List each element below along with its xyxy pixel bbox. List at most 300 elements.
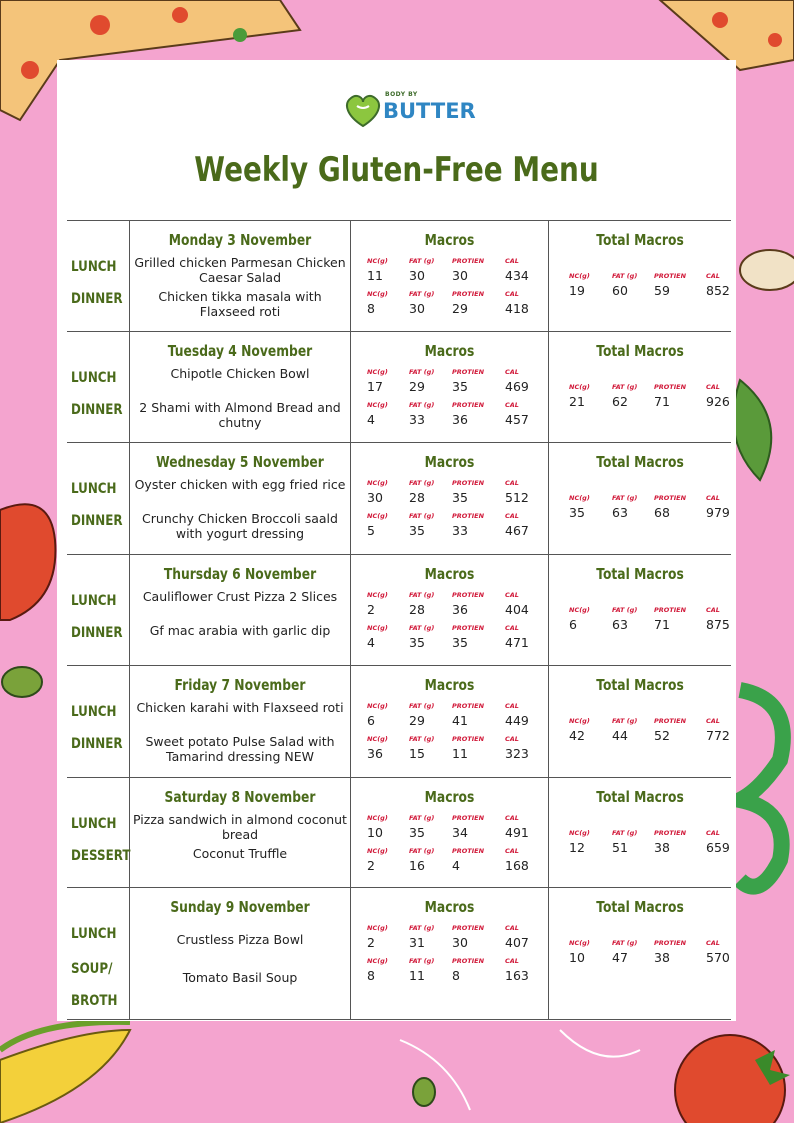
macro-label-fat: FAT (g) (409, 814, 435, 822)
macro-label-fat: FAT (g) (409, 257, 435, 265)
total-label-cal: CAL (706, 829, 720, 837)
meal-label: LUNCH (71, 370, 117, 386)
macros-heading: Macros (424, 342, 475, 360)
macro-values (351, 490, 548, 504)
macro-value: 8 (367, 968, 375, 983)
macro-labels (351, 512, 548, 522)
total-label-nc: NC(g) (569, 717, 590, 725)
total-value: 52 (654, 728, 670, 743)
total-values (549, 394, 731, 408)
macro-value: 16 (409, 858, 425, 873)
macro-label-protein: PROTIEN (452, 924, 485, 932)
total-labels (549, 717, 731, 727)
macro-value: 28 (409, 490, 425, 505)
macro-values (351, 412, 548, 426)
total-label-fat: FAT (g) (612, 829, 638, 837)
macro-value: 4 (452, 858, 460, 873)
page-title: Weekly Gluten-Free Menu (194, 150, 599, 190)
macro-label-nc: NC(g) (367, 479, 388, 487)
macros-heading: Macros (424, 565, 475, 583)
total-value: 60 (612, 283, 628, 298)
macro-value: 11 (367, 268, 383, 283)
meal-label: DINNER (71, 513, 123, 529)
macro-value: 34 (452, 825, 468, 840)
macro-value: 2 (367, 858, 375, 873)
macro-label-nc: NC(g) (367, 735, 388, 743)
macros-cell (351, 332, 549, 442)
total-macros-cell (549, 666, 731, 777)
day-row (67, 221, 731, 332)
meal-label: DINNER (71, 736, 123, 752)
total-value: 852 (706, 283, 730, 298)
macro-value: 36 (452, 602, 468, 617)
total-labels (549, 606, 731, 616)
total-macros-cell (549, 332, 731, 442)
total-values (549, 840, 731, 854)
total-label-nc: NC(g) (569, 272, 590, 280)
day-row (67, 332, 731, 443)
meal-label: LUNCH (71, 704, 117, 720)
total-value: 21 (569, 394, 585, 409)
total-value: 926 (706, 394, 730, 409)
macro-label-protein: PROTIEN (452, 591, 485, 599)
macro-label-protein: PROTIEN (452, 257, 485, 265)
macro-label-protein: PROTIEN (452, 847, 485, 855)
macro-labels (351, 401, 548, 411)
meal-name: Grilled chicken Parmesan Chicken Caesar Salad (134, 255, 346, 285)
brand-name: BUTTER (383, 99, 476, 123)
macro-value: 404 (505, 602, 529, 617)
macro-label-fat: FAT (g) (409, 702, 435, 710)
macro-label-fat: FAT (g) (409, 591, 435, 599)
day-heading: Tuesday 4 November (167, 342, 313, 360)
meal-name: Tomato Basil Soup (182, 970, 298, 985)
total-label-nc: NC(g) (569, 829, 590, 837)
total-macros-heading: Total Macros (596, 565, 684, 583)
macro-value: 434 (505, 268, 529, 283)
macro-value: 30 (409, 268, 425, 283)
total-label-protein: PROTIEN (654, 272, 687, 280)
macro-labels (351, 735, 548, 745)
menu-table (67, 220, 731, 1020)
total-label-fat: FAT (g) (612, 272, 638, 280)
macro-label-nc: NC(g) (367, 924, 388, 932)
total-value: 659 (706, 840, 730, 855)
macro-value: 323 (505, 746, 529, 761)
day-row (67, 666, 731, 778)
total-values (549, 617, 731, 631)
total-label-nc: NC(g) (569, 939, 590, 947)
macro-value: 29 (409, 379, 425, 394)
macro-value: 35 (409, 825, 425, 840)
macro-value: 8 (367, 301, 375, 316)
total-label-nc: NC(g) (569, 606, 590, 614)
macro-values (351, 635, 548, 649)
total-label-protein: PROTIEN (654, 494, 687, 502)
macros-cell (351, 221, 549, 331)
macro-labels (351, 368, 548, 378)
total-values (549, 505, 731, 519)
total-macros-heading: Total Macros (596, 342, 684, 360)
macro-label-cal: CAL (505, 814, 519, 822)
macro-value: 11 (452, 746, 468, 761)
total-labels (549, 383, 731, 393)
macro-label-nc: NC(g) (367, 957, 388, 965)
macro-label-cal: CAL (505, 512, 519, 520)
total-macros-heading: Total Macros (596, 231, 684, 249)
meal-label-cell (67, 778, 130, 887)
meal-cell (130, 555, 351, 665)
total-value: 772 (706, 728, 730, 743)
total-label-fat: FAT (g) (612, 494, 638, 502)
meal-name: Chipotle Chicken Bowl (170, 366, 310, 381)
macro-labels (351, 847, 548, 857)
total-value: 62 (612, 394, 628, 409)
total-value: 71 (654, 394, 670, 409)
macro-labels (351, 924, 548, 934)
macro-label-nc: NC(g) (367, 847, 388, 855)
total-value: 979 (706, 505, 730, 520)
total-value: 59 (654, 283, 670, 298)
macro-label-protein: PROTIEN (452, 624, 485, 632)
macro-label-fat: FAT (g) (409, 290, 435, 298)
total-value: 71 (654, 617, 670, 632)
meal-cell (130, 888, 351, 1019)
meal-label: LUNCH (71, 259, 117, 275)
meal-name: Crunchy Chicken Broccoli saald with yogurt dressing (142, 511, 338, 541)
total-value: 47 (612, 950, 628, 965)
total-value: 63 (612, 617, 628, 632)
macro-value: 2 (367, 935, 375, 950)
macro-label-cal: CAL (505, 847, 519, 855)
macro-values (351, 746, 548, 760)
total-label-protein: PROTIEN (654, 939, 687, 947)
macro-label-cal: CAL (505, 368, 519, 376)
macro-label-cal: CAL (505, 479, 519, 487)
meal-cell (130, 443, 351, 554)
total-labels (549, 272, 731, 282)
macros-heading: Macros (424, 788, 475, 806)
macro-label-fat: FAT (g) (409, 847, 435, 855)
total-macros-cell (549, 443, 731, 554)
meal-cell (130, 778, 351, 887)
total-label-protein: PROTIEN (654, 383, 687, 391)
macro-value: 6 (367, 713, 375, 728)
total-label-protein: PROTIEN (654, 717, 687, 725)
macro-value: 11 (409, 968, 425, 983)
meal-label: LUNCH (71, 593, 117, 609)
macro-value: 512 (505, 490, 529, 505)
macro-value: 30 (452, 268, 468, 283)
day-heading: Thursday 6 November (163, 565, 317, 583)
macro-label-cal: CAL (505, 624, 519, 632)
total-value: 12 (569, 840, 585, 855)
total-labels (549, 494, 731, 504)
day-heading: Monday 3 November (168, 231, 312, 249)
day-row (67, 555, 731, 666)
macros-heading: Macros (424, 231, 475, 249)
macro-values (351, 858, 548, 872)
total-value: 44 (612, 728, 628, 743)
total-values (549, 283, 731, 297)
day-heading: Saturday 8 November (164, 788, 316, 806)
macro-label-protein: PROTIEN (452, 735, 485, 743)
day-heading: Sunday 9 November (170, 898, 310, 916)
total-value: 10 (569, 950, 585, 965)
total-label-fat: FAT (g) (612, 717, 638, 725)
macros-cell (351, 443, 549, 554)
macros-heading: Macros (424, 453, 475, 471)
macro-label-fat: FAT (g) (409, 957, 435, 965)
total-label-fat: FAT (g) (612, 606, 638, 614)
total-label-cal: CAL (706, 272, 720, 280)
total-label-cal: CAL (706, 939, 720, 947)
meal-label: DINNER (71, 625, 123, 641)
total-value: 38 (654, 840, 670, 855)
macro-value: 30 (452, 935, 468, 950)
macro-label-fat: FAT (g) (409, 735, 435, 743)
macro-label-fat: FAT (g) (409, 512, 435, 520)
macro-values (351, 935, 548, 949)
macro-values (351, 825, 548, 839)
macro-label-protein: PROTIEN (452, 479, 485, 487)
total-label-nc: NC(g) (569, 494, 590, 502)
macro-label-protein: PROTIEN (452, 957, 485, 965)
macro-labels (351, 814, 548, 824)
meal-label: LUNCH (71, 926, 117, 942)
total-value: 42 (569, 728, 585, 743)
macros-cell (351, 555, 549, 665)
macro-label-fat: FAT (g) (409, 401, 435, 409)
meal-label-cell (67, 332, 130, 442)
total-values (549, 728, 731, 742)
macro-label-nc: NC(g) (367, 591, 388, 599)
macro-value: 17 (367, 379, 383, 394)
meal-label-cell (67, 666, 130, 777)
total-macros-cell (549, 778, 731, 887)
macro-label-cal: CAL (505, 591, 519, 599)
macro-label-nc: NC(g) (367, 814, 388, 822)
macro-value: 457 (505, 412, 529, 427)
macro-label-protein: PROTIEN (452, 512, 485, 520)
macro-label-cal: CAL (505, 957, 519, 965)
meal-name: Chicken karahi with Flaxseed roti (136, 700, 344, 715)
macro-values (351, 379, 548, 393)
day-row (67, 443, 731, 555)
macro-value: 41 (452, 713, 468, 728)
meal-cell (130, 332, 351, 442)
macro-label-nc: NC(g) (367, 401, 388, 409)
macro-value: 28 (409, 602, 425, 617)
macros-cell (351, 778, 549, 887)
macro-labels (351, 257, 548, 267)
leaf-heart-icon (343, 90, 383, 130)
macro-label-fat: FAT (g) (409, 924, 435, 932)
total-value: 6 (569, 617, 577, 632)
macros-cell (351, 888, 549, 1019)
total-value: 51 (612, 840, 628, 855)
day-heading: Friday 7 November (174, 676, 306, 694)
total-label-cal: CAL (706, 606, 720, 614)
macro-label-protein: PROTIEN (452, 814, 485, 822)
macro-value: 8 (452, 968, 460, 983)
total-values (549, 950, 731, 964)
macros-heading: Macros (424, 898, 475, 916)
total-macros-cell (549, 555, 731, 665)
macro-label-fat: FAT (g) (409, 479, 435, 487)
meal-name: Coconut Truffle (192, 846, 288, 861)
macro-label-cal: CAL (505, 257, 519, 265)
macro-labels (351, 591, 548, 601)
macro-value: 449 (505, 713, 529, 728)
meal-label-cell (67, 555, 130, 665)
macro-values (351, 268, 548, 282)
macro-values (351, 602, 548, 616)
meal-label-cell (67, 888, 130, 1019)
meal-name: Oyster chicken with egg fried rice (134, 477, 346, 492)
macro-label-cal: CAL (505, 290, 519, 298)
brand-logo (343, 88, 476, 128)
total-value: 570 (706, 950, 730, 965)
macro-label-cal: CAL (505, 924, 519, 932)
meal-name: Chicken tikka masala with Flaxseed roti (158, 289, 322, 319)
total-labels (549, 829, 731, 839)
macro-value: 168 (505, 858, 529, 873)
macro-labels (351, 702, 548, 712)
meal-label: LUNCH (71, 481, 117, 497)
meal-cell (130, 666, 351, 777)
macro-value: 29 (409, 713, 425, 728)
total-label-fat: FAT (g) (612, 383, 638, 391)
total-labels (549, 939, 731, 949)
macro-labels (351, 624, 548, 634)
macro-value: 33 (409, 412, 425, 427)
macro-values (351, 301, 548, 315)
total-label-cal: CAL (706, 494, 720, 502)
macro-value: 33 (452, 523, 468, 538)
macro-value: 29 (452, 301, 468, 316)
macro-value: 163 (505, 968, 529, 983)
macro-values (351, 968, 548, 982)
macro-value: 35 (409, 523, 425, 538)
meal-label: SOUP/ (71, 961, 113, 977)
menu-card (57, 60, 736, 1021)
day-row (67, 778, 731, 888)
meal-label: BROTH (71, 993, 118, 1009)
macro-value: 35 (409, 635, 425, 650)
macro-value: 30 (367, 490, 383, 505)
macro-value: 35 (452, 635, 468, 650)
day-heading: Wednesday 5 November (156, 453, 324, 471)
meal-label: LUNCH (71, 816, 117, 832)
macro-label-nc: NC(g) (367, 702, 388, 710)
macro-values (351, 523, 548, 537)
macro-value: 15 (409, 746, 425, 761)
day-row (67, 888, 731, 1020)
total-label-fat: FAT (g) (612, 939, 638, 947)
macro-values (351, 713, 548, 727)
meal-label: DINNER (71, 402, 123, 418)
total-value: 38 (654, 950, 670, 965)
macro-value: 10 (367, 825, 383, 840)
meal-label-cell (67, 443, 130, 554)
macro-labels (351, 957, 548, 967)
macro-label-protein: PROTIEN (452, 702, 485, 710)
macro-value: 491 (505, 825, 529, 840)
macro-label-protein: PROTIEN (452, 368, 485, 376)
macro-value: 31 (409, 935, 425, 950)
macro-label-nc: NC(g) (367, 290, 388, 298)
total-macros-heading: Total Macros (596, 788, 684, 806)
macro-label-nc: NC(g) (367, 257, 388, 265)
macro-label-protein: PROTIEN (452, 401, 485, 409)
total-label-nc: NC(g) (569, 383, 590, 391)
total-macros-cell (549, 221, 731, 331)
meal-label-cell (67, 221, 130, 331)
macro-labels (351, 290, 548, 300)
macro-value: 36 (367, 746, 383, 761)
macro-value: 35 (452, 490, 468, 505)
macros-cell (351, 666, 549, 777)
total-macros-heading: Total Macros (596, 898, 684, 916)
macro-value: 467 (505, 523, 529, 538)
meal-label: DINNER (71, 291, 123, 307)
total-label-protein: PROTIEN (654, 606, 687, 614)
macro-value: 4 (367, 412, 375, 427)
macro-labels (351, 479, 548, 489)
macro-label-cal: CAL (505, 702, 519, 710)
macro-value: 407 (505, 935, 529, 950)
macro-label-nc: NC(g) (367, 624, 388, 632)
macro-label-fat: FAT (g) (409, 368, 435, 376)
macro-value: 471 (505, 635, 529, 650)
macro-value: 36 (452, 412, 468, 427)
total-macros-heading: Total Macros (596, 676, 684, 694)
total-value: 19 (569, 283, 585, 298)
brand-small: BODY BY (385, 91, 418, 98)
total-value: 68 (654, 505, 670, 520)
macro-value: 5 (367, 523, 375, 538)
meal-name: Crustless Pizza Bowl (176, 932, 304, 947)
macro-value: 35 (452, 379, 468, 394)
total-value: 63 (612, 505, 628, 520)
macro-value: 30 (409, 301, 425, 316)
total-label-protein: PROTIEN (654, 829, 687, 837)
macro-value: 469 (505, 379, 529, 394)
macro-value: 4 (367, 635, 375, 650)
macro-label-nc: NC(g) (367, 512, 388, 520)
macro-value: 418 (505, 301, 529, 316)
total-label-cal: CAL (706, 383, 720, 391)
meal-name: Cauliflower Crust Pizza 2 Slices (142, 589, 338, 604)
macro-label-nc: NC(g) (367, 368, 388, 376)
meal-label: DESSERT (71, 848, 131, 864)
meal-name: Pizza sandwich in almond coconut bread (133, 812, 347, 842)
macros-heading: Macros (424, 676, 475, 694)
macro-label-cal: CAL (505, 735, 519, 743)
meal-name: 2 Shami with Almond Bread and chutny (139, 400, 341, 430)
total-macros-cell (549, 888, 731, 1019)
total-value: 35 (569, 505, 585, 520)
macro-value: 2 (367, 602, 375, 617)
macro-label-fat: FAT (g) (409, 624, 435, 632)
total-value: 875 (706, 617, 730, 632)
meal-name: Gf mac arabia with garlic dip (149, 623, 331, 638)
macro-label-cal: CAL (505, 401, 519, 409)
total-label-cal: CAL (706, 717, 720, 725)
meal-cell (130, 221, 351, 331)
total-macros-heading: Total Macros (596, 453, 684, 471)
